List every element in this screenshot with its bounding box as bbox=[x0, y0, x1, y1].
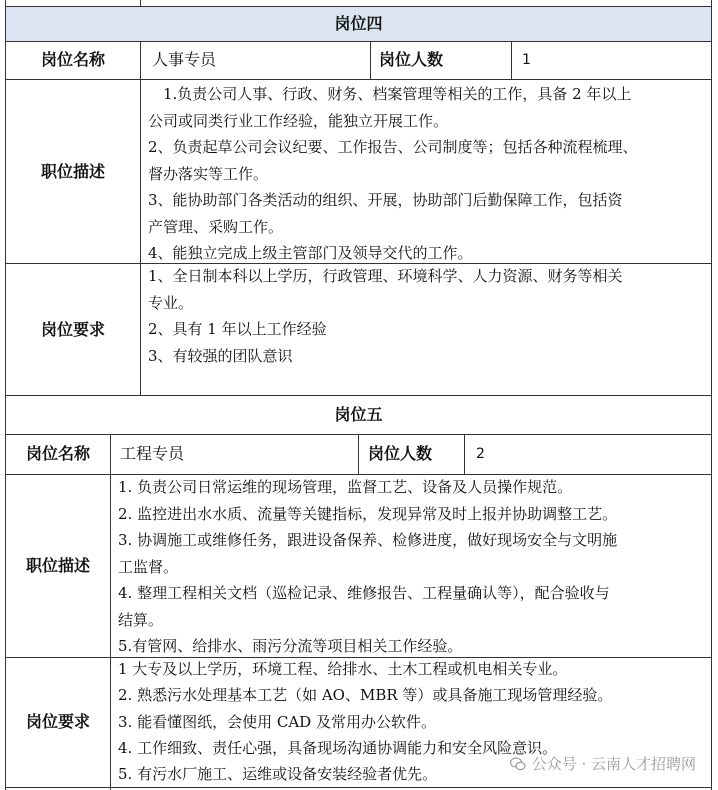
line: 3、能协助部门各类活动的组织、开展，协助部门后勤保障工作，包括资 bbox=[148, 191, 623, 209]
line: 产管理、采购工作。 bbox=[148, 217, 284, 236]
line: 督办落实等工作。 bbox=[148, 164, 269, 183]
line: 2、负责起草公司会议纪要、工作报告、公司制度等；包括各种流程梳理、 bbox=[148, 138, 638, 156]
headcount-value: 2 bbox=[476, 446, 485, 462]
line: 3、有较强的团队意识 bbox=[148, 346, 293, 365]
line: 5. 有污水厂施工、运维或设备安装经验者优先。 bbox=[118, 765, 438, 784]
line: 4. 工作细致、责任心强，具备现场沟通协调能力和安全风险意识。 bbox=[118, 738, 558, 757]
line: 3. 能看懂图纸，会使用 CAD 及常用办公软件。 bbox=[118, 712, 436, 731]
line: 1 大专及以上学历，环境工程、给排水、土木工程或机电相关专业。 bbox=[118, 660, 568, 678]
section-title: 岗位四 bbox=[6, 7, 711, 41]
job-description-label: 职位描述 bbox=[40, 162, 105, 181]
line: 5.有管网、给排水、雨污分流等项目相关工作经验。 bbox=[118, 637, 463, 655]
job-description-label: 职位描述 bbox=[25, 556, 90, 575]
line: 1.负责公司人事、行政、财务、档案管理等相关的工作，具备 2 年以上 bbox=[148, 85, 632, 103]
job-description-text bbox=[148, 81, 638, 267]
wechat-icon bbox=[510, 757, 526, 771]
job-requirements-label: 岗位要求 bbox=[40, 320, 105, 339]
line: 3. 协调施工或维修任务，跟进设备保养、检修进度，做好现场安全与文明施 bbox=[118, 531, 618, 549]
headcount-value: 1 bbox=[522, 52, 531, 68]
line: 2. 熟悉污水处理基本工艺（如 AO、MBR 等）或具备施工现场管理经验。 bbox=[118, 686, 613, 705]
job-requirements-label: 岗位要求 bbox=[25, 712, 90, 731]
line: 工监督。 bbox=[118, 557, 179, 576]
job-description-text bbox=[118, 474, 617, 660]
line: 专业。 bbox=[148, 293, 194, 312]
section-title: 岗位五 bbox=[334, 405, 383, 424]
watermark-text: 公众号 · 云南人才招聘网 bbox=[531, 755, 696, 773]
headcount-label: 岗位人数 bbox=[368, 444, 433, 463]
position-name-label: 岗位名称 bbox=[25, 444, 90, 463]
headcount-label: 岗位人数 bbox=[379, 50, 444, 69]
line: 2、具有 1 年以上工作经验 bbox=[148, 320, 327, 338]
line: 1、全日制本科以上学历，行政管理、环境科学、人力资源、财务等相关 bbox=[148, 267, 623, 285]
position-name-value: 人事专员 bbox=[152, 50, 217, 69]
line: 1. 负责公司日常运维的现场管理，监督工艺、设备及人员操作规范。 bbox=[118, 478, 573, 496]
position-name-value: 工程专员 bbox=[120, 444, 185, 463]
line: 结算。 bbox=[118, 610, 164, 629]
watermark bbox=[510, 753, 696, 774]
line: 公司或同类行业工作经验，能独立开展工作。 bbox=[148, 111, 449, 130]
line: 4、能独立完成上级主管部门及领导交代的工作。 bbox=[148, 244, 473, 262]
line: 4. 整理工程相关文档（巡检记录、维修报告、工程量确认等），配合验收与 bbox=[118, 584, 610, 602]
line: 2. 监控进出水水质、流量等关键指标，发现异常及时上报并协助调整工艺。 bbox=[118, 504, 618, 523]
job-requirements-text bbox=[148, 263, 623, 369]
position-name-label: 岗位名称 bbox=[40, 50, 105, 69]
